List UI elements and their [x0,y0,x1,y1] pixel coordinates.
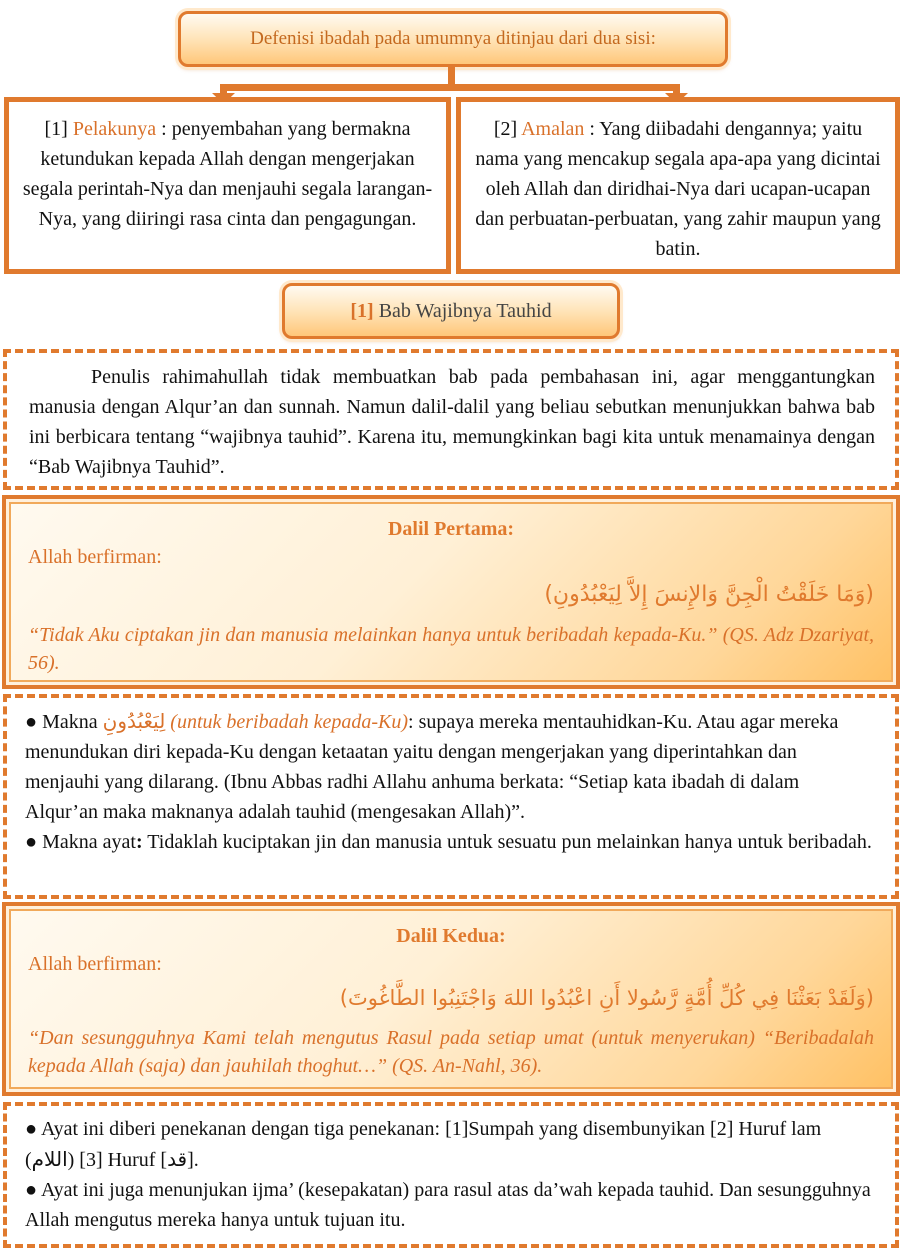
notes-first-bullet-meaning [25,706,875,827]
dalil-second-arabic: (وَلَقَدْ بَعَثْنَا فِي كُلِّ أُمَّةٍ رَّسُولا أَنِ اعْبُدُوا اللهَ وَاجْتَنِبُوا الطَّاغُوتَ) [339,986,874,1010]
dalil-first-box [2,495,900,689]
notes-second-arabic-lam: اللام [31,1147,68,1171]
notes-first-arabic-word: لِيَعْبُدُونِ [102,709,166,733]
notes-first-verse-colon: : [135,831,143,853]
notes-second-bullet-emphasis [25,1114,875,1175]
notes-first-italic-gloss: (untuk beribadah kepada-Ku) [170,711,409,733]
dalil-first-lead: Allah berfirman: [28,546,162,568]
header-title: Defenisi ibadah pada umumnya ditinjau dari dua sisi: [250,28,656,49]
definition-actor-box [4,97,451,274]
notes-second-arabic-qad: قد [167,1147,188,1171]
dalil-first-arabic: (وَمَا خَلَقْتُ الْجِنَّ وَالإِنسَ إِلاَّ لِيَعْبُدُونِ) [544,582,874,607]
dalil-first-title: Dalil Pertama: [387,518,515,540]
notes-first-bullet-verse [25,827,875,857]
section-title-text: Bab Wajibnya Tauhid [378,299,552,322]
dalil-second-lead: Allah berfirman: [28,953,162,975]
notes-second-box [3,1102,899,1248]
intro-box [3,349,899,490]
notes-second-emphasis-text-a: ● Ayat ini diberi penekanan dengan tiga penekanan: [1]Sumpah yang disembunyikan [2] Huruf lam ( [25,1118,822,1171]
dalil-second-title: Dalil Kedua: [396,925,506,947]
definition-deed-box [456,97,900,274]
notes-second-emphasis-text-b: ) [3] Huruf [ [67,1149,168,1171]
dalil-second-translation: “Dan sesungguhnya Kami telah mengutus Rasul pada setiap umat (untuk menyerukan) “Beribadalah kepada Allah (saja) dan jauhilah thoghut…” (QS. An-Nahl, 36). [28,1027,874,1077]
definition-actor-number: [1] [44,118,68,140]
dalil-second-box [2,902,900,1096]
notes-first-bullet-prefix: ● Makna [25,711,103,733]
dalil-first-translation: “Tidak Aku ciptakan jin dan manusia melainkan hanya untuk beribadah kepada-Ku.” (QS. Adz Dzariyat, 56). [28,624,874,674]
notes-second-bullet-ijma: ● Ayat ini juga menunjukan ijma’ (kesepakatan) para rasul atas da’wah kepada tauhid. Dan sesungguhnya Allah mengutus mereka hanya untuk tujuan itu. [25,1179,871,1231]
definition-actor-text: : penyembahan yang bermakna ketundukan kepada Allah dengan mengerjakan segala perintah-Nya dan menjauhi segala larangan-Nya, yang diiringi rasa cinta dan pengagungan. [22,118,433,230]
notes-first-box [3,694,899,899]
notes-first-bullet-text: : supaya mereka mentauhidkan-Ku. Atau agar mereka menundukan diri kepada-Ku dengan ketaatan yaitu dengan mengerjakan yang diperintahkan dan menjauhi yang dilarang. (Ibnu Abbas radhi Allahu anhuma berkata: “Setiap kata ibadah di dalam Alqur’an maka maknanya adalah tauhid (mengesakan Allah)”. [25,711,839,823]
section-title-number: [1] [350,299,374,322]
section-title-box [282,283,620,339]
definition-deed-text: : Yang diibadahi dengannya; yaitu nama yang mencakup segala apa-apa yang dicintai oleh Allah dan diridhai-Nya dari ucapan-ucapan dan perbuatan-perbuatan, yang zahir maupun yang batin. [475,118,881,260]
header-title-box [178,11,728,67]
notes-first-verse-text: Tidaklah kuciptakan jin dan manusia untuk sesuatu pun melainkan hanya untuk beribadah. [142,831,872,853]
intro-text: Penulis rahimahullah tidak membuatkan bab pada pembahasan ini, agar menggantungkan manusia dengan Alqur’an dan sunnah. Namun dalil-dalil yang beliau sebutkan menunjukkan bahwa bab ini berbicara tentang “wajibnya tauhid”. Karena itu, memungkinkan bagi kita untuk menamainya dengan “Bab Wajibnya Tauhid”. [29,366,875,478]
notes-second-emphasis-text-c: ]. [187,1149,199,1171]
definition-deed-number: [2] [493,118,518,140]
notes-first-verse-prefix: ● Makna ayat [25,831,136,853]
definition-deed-term: Amalan [521,118,585,140]
definition-actor-term: Pelakunya [72,118,157,140]
